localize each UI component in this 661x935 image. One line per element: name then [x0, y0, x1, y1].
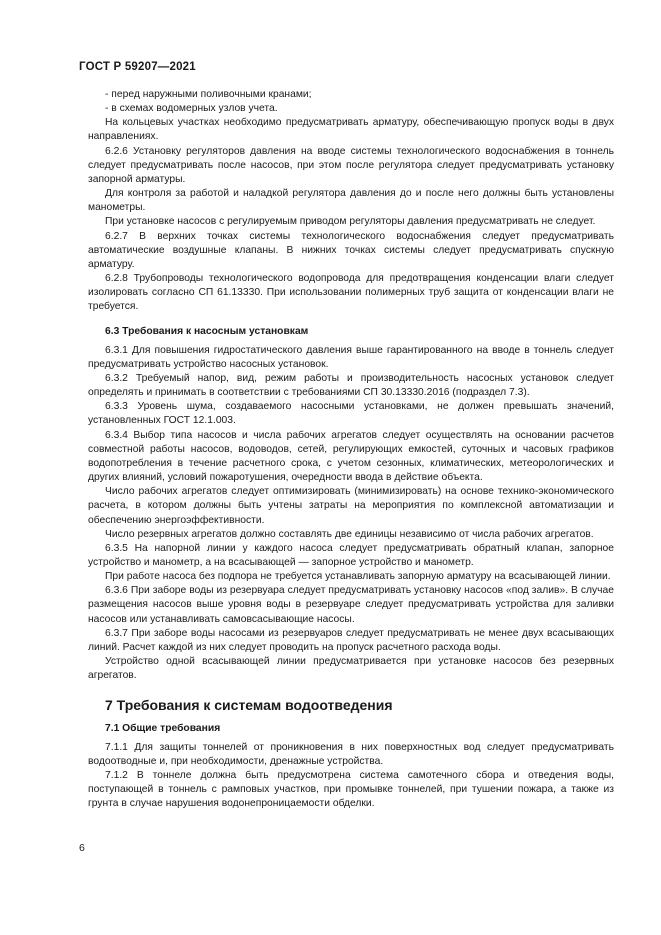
paragraph: 6.3.5 На напорной линии у каждого насоса следует предусматривать обратный клапан, запорное устройство и манометр, а на всасывающей — запорное устройство и манометр.	[88, 542, 614, 568]
paragraph: - в схемах водомерных узлов учета.	[105, 103, 278, 115]
paragraph: 6.3.3 Уровень шума, создаваемого насосными установками, не должен превышать значений, установленных ГОСТ 12.1.003.	[88, 401, 614, 427]
paragraph: При работе насоса без подпора не требуется устанавливать запорную арматуру на всасывающей линии.	[105, 571, 611, 583]
paragraph: 6.2.8 Трубопроводы технологического водопровода для предотвращения конденсации влаги следует изолировать согласно СП 61.13330. При использовании полимерных труб защита от конденсации влаги не требуется.	[88, 273, 614, 313]
paragraph: На кольцевых участках необходимо предусматривать арматуру, обеспечивающую пропуск воды в двух направлениях.	[88, 117, 614, 143]
chapter-heading-7: 7 Требования к системам водоотведения	[105, 697, 393, 714]
section-7-1	[88, 741, 614, 812]
paragraph: 7.1.2 В тоннеле должна быть предусмотрена система самотечного сбора и отведения воды, поступающей в тоннель с рамповых участков, при промывке тоннелей, при тушении пожара, а также из грунта в случае нарушения водонепроницаемости обделки.	[88, 770, 614, 810]
document-body	[88, 88, 614, 812]
paragraph: При установке насосов с регулируемым приводом регуляторы давления предусматривать не следует.	[105, 216, 596, 228]
section-6-2-continued	[88, 88, 614, 315]
section-heading-6-3: 6.3 Требования к насосным установкам	[105, 325, 309, 337]
paragraph: 6.3.1 Для повышения гидростатического давления выше гарантированного на вводе в тоннель следует предусматривать устройство насосных установок.	[88, 344, 614, 370]
paragraph: 6.3.7 При заборе воды насосами из резервуаров следует предусматривать не менее двух всасывающих линий. Расчет каждой из них следует проводить на пропуск расчетного расхода воды.	[88, 627, 614, 653]
paragraph: 6.2.6 Установку регуляторов давления на вводе системы технологического водоснабжения в тоннель следует предусматривать после насосов, при этом после регулятора следует предусматривать установку запорной арматуры.	[88, 145, 614, 185]
paragraph: Число рабочих агрегатов следует оптимизировать (минимизировать) на основе технико-экономического расчета, в котором должны быть учтены затраты на мероприятия по комплексной автоматизации и обеспечению энергоэффективности.	[88, 486, 614, 526]
paragraph: Устройство одной всасывающей линии предусматривается при установке насосов без резервных агрегатов.	[88, 656, 614, 682]
page-number: 6	[79, 842, 85, 854]
paragraph: - перед наружными поливочными кранами;	[105, 89, 312, 100]
paragraph: 6.3.6 При заборе воды из резервуара следует предусматривать установку насосов «под залив». В случае размещения насосов выше уровня воды в резервуаре следует предусматривать устройства для заливки насосов или устанавливать самовсасывающие насосы.	[88, 585, 614, 625]
document-header: ГОСТ Р 59207—2021	[79, 61, 196, 73]
paragraph: 6.2.7 В верхних точках системы технологического водоснабжения следует предусматривать автоматические воздушные клапаны. В нижних точках системы следует предусматривать спускную арматуру.	[88, 230, 614, 270]
paragraph: Для контроля за работой и наладкой регулятора давления до и после него должны быть установлены манометры.	[88, 188, 614, 214]
section-6-3	[88, 344, 614, 684]
paragraph: 6.3.2 Требуемый напор, вид, режим работы и производительность насосных установок следует определять и принимать в соответствии с требованиями СП 30.13330.2016 (подраздел 7.3).	[88, 372, 614, 399]
section-heading-7-1: 7.1 Общие требования	[105, 722, 221, 734]
paragraph: 6.3.4 Выбор типа насосов и числа рабочих агрегатов следует осуществлять на основании расчетов совместной работы насосов, водоводов, сетей, регулирующих емкостей, суточных и часовых графиков водопотребления в течение расчетного срока, с учетом сезонных, климатических, метеорологических и других влияний, условий пожаротушения, очередности ввода в действие объекта.	[88, 429, 614, 484]
paragraph: 7.1.1 Для защиты тоннелей от проникновения в них поверхностных вод следует предусматривать водоотводные и, при необходимости, дренажные устройства.	[88, 741, 614, 767]
paragraph: Число резервных агрегатов должно составлять две единицы независимо от числа рабочих агрегатов.	[105, 528, 594, 540]
